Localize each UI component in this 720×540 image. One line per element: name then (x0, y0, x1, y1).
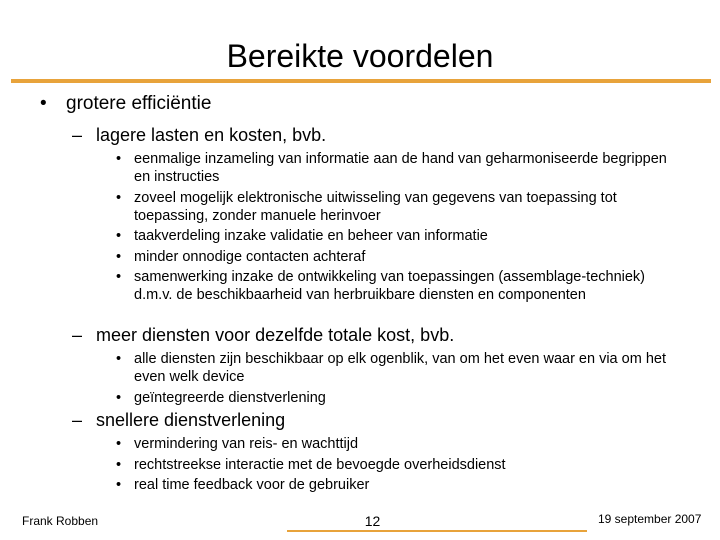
section-heading-text: meer diensten voor dezelfde totale kost, bvb. (96, 325, 455, 345)
list-item (112, 189, 677, 225)
bullet-icon: • (116, 151, 122, 167)
dash-icon: – (72, 125, 83, 145)
list-item-text: alle diensten zijn beschikbaar op elk ogenblik, van om het even waar en via om het even welk device (134, 351, 666, 385)
list-item-text: taakverdeling inzake validatie en beheer van informatie (134, 228, 488, 244)
bullet-icon: • (116, 436, 122, 452)
list-item (112, 456, 677, 474)
bullet-icon: • (116, 477, 122, 493)
section-list (112, 150, 677, 307)
section-heading-text: lagere lasten en kosten, bvb. (96, 125, 327, 145)
list-item-text: rechtstreekse interactie met de bevoegde overheidsdienst (134, 456, 506, 473)
section-heading (72, 409, 285, 431)
bullet-icon: • (116, 456, 122, 473)
list-item-text: vermindering van reis- en wachttijd (134, 436, 359, 452)
section-heading (72, 124, 326, 146)
section-heading (72, 324, 454, 346)
bullet-icon: • (116, 269, 122, 285)
main-bullet (40, 92, 211, 116)
bullet-icon: • (116, 228, 122, 244)
list-item (112, 476, 677, 494)
list-item-text: real time feedback voor de gebruiker (134, 477, 370, 493)
list-item (112, 248, 677, 266)
list-item-text: geïntegreerde dienstverlening (134, 389, 326, 406)
list-item (112, 268, 677, 304)
footer-date: 19 september 2007 (598, 512, 702, 526)
bullet-icon: • (40, 93, 47, 114)
footer-divider (287, 530, 587, 532)
list-item (112, 350, 677, 386)
list-item (112, 150, 677, 186)
title-divider (11, 79, 711, 83)
bullet-icon: • (116, 351, 122, 367)
dash-icon: – (72, 410, 83, 430)
list-item-text: minder onnodige contacten achteraf (134, 248, 366, 265)
main-bullet-text: grotere efficiëntie (66, 93, 212, 114)
list-item-text: eenmalige inzameling van informatie aan de hand van geharmoniseerde begrippen en instructies (134, 151, 667, 185)
footer-author: Frank Robben (22, 514, 99, 528)
list-item-text: samenwerking inzake de ontwikkeling van toepassingen (assemblage-techniek) d.m.v. de beschikbaarheid van herbruikbare diensten en componenten (134, 269, 646, 303)
bullet-icon: • (116, 389, 122, 406)
slide-title: Bereikte voordelen (226, 38, 494, 74)
section-heading-text: snellere dienstverlening (96, 410, 286, 430)
dash-icon: – (72, 325, 83, 345)
bullet-icon: • (116, 248, 122, 265)
list-item (112, 389, 677, 407)
footer-page-number: 12 (364, 513, 381, 529)
list-item-text: zoveel mogelijk elektronische uitwisseling van gegevens van toepassing tot toepassing, zonder manuele herinvoer (134, 189, 617, 224)
bullet-icon: • (116, 189, 122, 206)
section-list (112, 435, 677, 497)
list-item (112, 435, 677, 453)
section-list (112, 350, 677, 409)
list-item (112, 227, 677, 245)
